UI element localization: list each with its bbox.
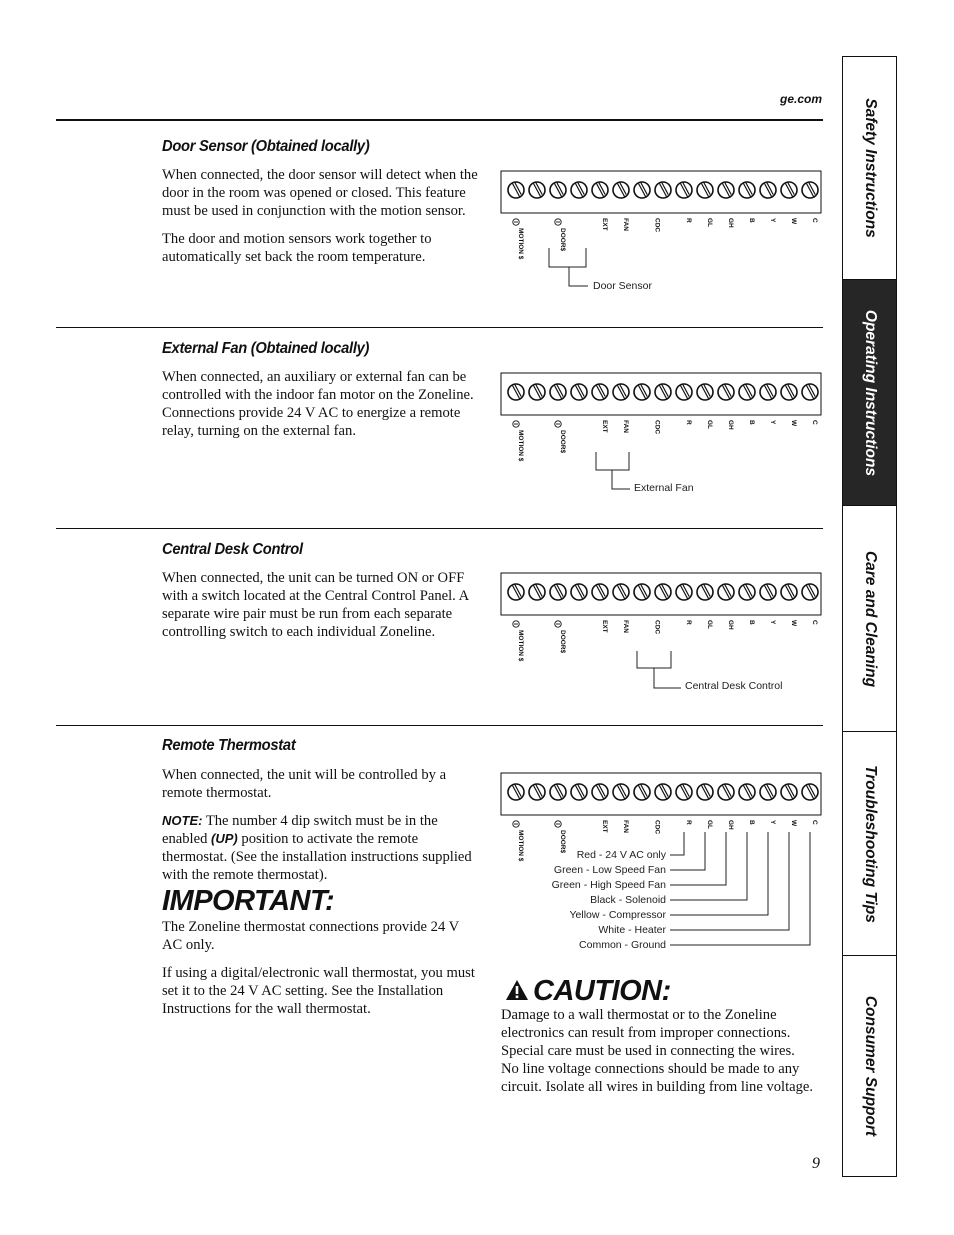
terminal-label: EXT <box>601 218 608 231</box>
terminal-screw <box>508 384 524 400</box>
terminal-label: GL <box>706 218 713 228</box>
section-divider <box>56 327 823 328</box>
paragraph: When connected, the unit can be turned ON or OFF with a switch located at the Central Control Panel. A separate wire pair must be run from each separate controlling switch to each individual Zoneline. <box>162 570 469 640</box>
door-sensor-heading: Door Sensor (Obtained locally) <box>162 138 370 155</box>
caution-heading <box>505 975 671 1008</box>
terminal-screw <box>655 784 671 800</box>
section-divider <box>56 725 823 726</box>
terminal-screw <box>676 584 692 600</box>
terminal-screw <box>634 584 650 600</box>
terminal-screw <box>571 584 587 600</box>
terminal-screw <box>781 784 797 800</box>
tab-label: Operating Instructions <box>861 309 879 476</box>
terminal-label: W <box>790 620 797 627</box>
terminal-screw <box>781 182 797 198</box>
terminal-label: FAN <box>622 218 629 231</box>
wire-line <box>670 832 684 855</box>
terminal-screw <box>802 384 818 400</box>
terminal-screw <box>676 784 692 800</box>
terminal-screw <box>550 784 566 800</box>
ground-symbol <box>513 219 519 225</box>
paragraph: When connected, the unit will be controlled by a remote thermostat. <box>162 767 447 801</box>
terminal-screw <box>613 182 629 198</box>
paragraph: When connected, the door sensor will detect when the door in the room was opened or closed. This feature must be used in conjunction with the motion sensor. <box>162 167 478 219</box>
terminal-label: MOTION $ <box>517 430 524 462</box>
terminal-screw <box>529 182 545 198</box>
external-fan-label: External Fan <box>634 482 694 494</box>
terminal-screw <box>508 584 524 600</box>
note-paragraph <box>162 812 482 884</box>
terminal-screw <box>655 584 671 600</box>
ground-symbol <box>555 821 561 827</box>
terminal-screw <box>739 384 755 400</box>
terminal-label: GL <box>706 420 713 430</box>
terminal-label: Y <box>769 820 776 825</box>
terminal-screw <box>508 784 524 800</box>
wire-line <box>670 832 705 870</box>
terminal-label: C <box>811 218 818 223</box>
remote-thermostat-heading: Remote Thermostat <box>162 737 296 754</box>
terminal-label: CDC <box>653 218 661 233</box>
central-desk-heading: Central Desk Control <box>162 541 303 558</box>
terminal-label: B <box>748 620 755 625</box>
important-heading: IMPORTANT: <box>162 885 335 917</box>
ground-symbol <box>513 421 519 427</box>
warning-icon <box>505 979 529 1001</box>
terminal-screw <box>781 384 797 400</box>
terminal-label: B <box>748 420 755 425</box>
terminal-strip <box>501 573 821 662</box>
terminal-label: W <box>790 420 797 427</box>
terminal-screw <box>760 182 776 198</box>
terminal-strip-diagram <box>500 572 830 712</box>
terminal-screw <box>676 384 692 400</box>
caution-title: CAUTION: <box>533 975 671 1007</box>
terminal-strip-diagram <box>500 170 830 310</box>
terminal-label: GL <box>706 820 713 830</box>
door-sensor-body <box>162 166 482 276</box>
terminal-screw <box>739 584 755 600</box>
terminal-label: GH <box>727 218 734 228</box>
ground-symbol <box>555 621 561 627</box>
terminal-screw <box>634 384 650 400</box>
terminal-screw <box>760 584 776 600</box>
terminal-screw <box>655 182 671 198</box>
note-text: The number 4 dip switch must be in the enabled <box>162 813 438 847</box>
ground-symbol <box>555 421 561 427</box>
central-desk-body <box>162 569 482 651</box>
terminal-label: GH <box>727 420 734 430</box>
remote-thermostat-body <box>162 766 482 894</box>
wire-label: Common - Ground <box>579 939 666 951</box>
terminal-label: CDC <box>653 820 661 835</box>
terminal-label: GH <box>727 620 734 630</box>
terminal-label: B <box>748 218 755 223</box>
ground-symbol <box>513 821 519 827</box>
paragraph: When connected, an auxiliary or external fan can be controlled with the indoor fan motor on the Zoneline. Connections provide 24 V AC to energize a remote relay, turning on the external fan. <box>162 369 474 439</box>
terminal-screw <box>697 784 713 800</box>
terminal-screw <box>760 384 776 400</box>
terminal-screw <box>550 384 566 400</box>
terminal-screw <box>781 584 797 600</box>
paragraph: If using a digital/electronic wall thermostat, you must set it to the 24 V AC setting. See the Installation Instructions for the wall thermostat. <box>162 965 475 1017</box>
tab-label: Troubleshooting Tips <box>861 764 879 923</box>
section-nav-sidebar <box>842 56 897 1177</box>
terminal-screw <box>571 182 587 198</box>
terminal-label: R <box>685 620 692 625</box>
terminal-label: C <box>811 620 818 625</box>
tab-label: Safety Instructions <box>861 98 879 238</box>
terminal-screw <box>592 784 608 800</box>
terminal-screw <box>508 182 524 198</box>
terminal-strip-diagram <box>500 772 830 962</box>
wire-label: Green - Low Speed Fan <box>553 864 666 876</box>
terminal-label: CDC <box>653 620 661 635</box>
wire-label: Red - 24 V AC only <box>576 849 666 861</box>
tab-care-and-cleaning[interactable] <box>843 506 896 732</box>
terminal-label: W <box>790 820 797 827</box>
terminal-label: GL <box>706 620 713 630</box>
terminal-screw <box>718 182 734 198</box>
terminal-screw <box>697 384 713 400</box>
site-url: ge.com <box>779 92 822 106</box>
terminal-screw <box>739 784 755 800</box>
central-desk-label: Central Desk Control <box>685 680 783 692</box>
terminal-label: EXT <box>601 820 608 833</box>
terminal-label: MOTION $ <box>517 228 524 260</box>
terminal-strip <box>501 171 821 260</box>
terminal-label: EXT <box>601 420 608 433</box>
tab-operating-instructions[interactable] <box>843 280 896 506</box>
note-text: position to activate the remote thermostat. (See the installation instructions supplied with the remote thermostat). <box>162 831 472 883</box>
tab-label: Consumer Support <box>861 995 879 1137</box>
terminal-label: Y <box>769 218 776 223</box>
terminal-screw <box>550 584 566 600</box>
wire-label: Black - Solenoid <box>590 894 666 906</box>
terminal-screw <box>613 384 629 400</box>
wire-line <box>670 832 747 900</box>
terminal-label: DOOR$ <box>559 430 566 454</box>
terminal-label: DOOR$ <box>559 830 566 854</box>
terminal-label: Y <box>769 620 776 625</box>
paragraph: The door and motion sensors work together to automatically set back the room temperature. <box>162 231 432 265</box>
important-body <box>162 918 482 1028</box>
terminal-label: GH <box>727 820 734 830</box>
terminal-label: FAN <box>622 420 629 433</box>
terminal-label: DOOR$ <box>559 228 566 252</box>
terminal-screw <box>529 384 545 400</box>
tab-safety-instructions[interactable] <box>843 57 896 280</box>
wire-label: White - Heater <box>598 924 666 936</box>
section-divider <box>56 528 823 529</box>
terminal-screw <box>655 384 671 400</box>
terminal-label: FAN <box>622 620 629 633</box>
external-fan-body <box>162 368 482 450</box>
wire-line <box>670 832 726 885</box>
door-sensor-label: Door Sensor <box>593 280 652 292</box>
terminal-label: CDC <box>653 420 661 435</box>
terminal-screw <box>571 384 587 400</box>
wire-label: Yellow - Compressor <box>569 909 666 921</box>
terminal-screw <box>697 182 713 198</box>
terminal-screw <box>802 182 818 198</box>
terminal-screw <box>634 784 650 800</box>
terminal-screw <box>592 384 608 400</box>
tab-label: Care and Cleaning <box>861 550 879 687</box>
terminal-label: C <box>811 420 818 425</box>
section-divider <box>56 119 823 121</box>
terminal-label: R <box>685 218 692 223</box>
terminal-screw <box>760 784 776 800</box>
terminal-strip-diagram <box>500 372 830 512</box>
terminal-label: Y <box>769 420 776 425</box>
terminal-label: MOTION $ <box>517 830 524 862</box>
note-label: NOTE: <box>162 813 203 828</box>
note-up: (UP) <box>211 831 238 846</box>
terminal-screw <box>718 384 734 400</box>
terminal-screw <box>529 584 545 600</box>
terminal-screw <box>634 182 650 198</box>
terminal-strip <box>501 373 821 462</box>
wire-label: Green - High Speed Fan <box>551 879 666 891</box>
tab-consumer-support[interactable] <box>843 956 896 1176</box>
ground-symbol <box>555 219 561 225</box>
terminal-label: W <box>790 218 797 225</box>
terminal-label: MOTION $ <box>517 630 524 662</box>
terminal-screw <box>613 584 629 600</box>
terminal-screw <box>592 182 608 198</box>
terminal-screw <box>529 784 545 800</box>
terminal-screw <box>718 784 734 800</box>
terminal-label: FAN <box>622 820 629 833</box>
terminal-label: DOOR$ <box>559 630 566 654</box>
terminal-screw <box>802 584 818 600</box>
terminal-screw <box>592 584 608 600</box>
ground-symbol <box>513 621 519 627</box>
terminal-screw <box>697 584 713 600</box>
terminal-screw <box>550 182 566 198</box>
terminal-label: C <box>811 820 818 825</box>
terminal-label: R <box>685 820 692 825</box>
tab-troubleshooting-tips[interactable] <box>843 732 896 956</box>
terminal-label: EXT <box>601 620 608 633</box>
terminal-screw <box>613 784 629 800</box>
terminal-label: B <box>748 820 755 825</box>
external-fan-heading: External Fan (Obtained locally) <box>162 340 370 357</box>
terminal-screw <box>676 182 692 198</box>
terminal-screw <box>739 182 755 198</box>
paragraph: The Zoneline thermostat connections provide 24 V AC only. <box>162 919 459 953</box>
terminal-screw <box>571 784 587 800</box>
wire-line <box>670 832 768 915</box>
terminal-label: R <box>685 420 692 425</box>
page-number: 9 <box>812 1155 820 1172</box>
terminal-screw <box>802 784 818 800</box>
caution-body: Damage to a wall thermostat or to the Zoneline electronics can result from improper connections. Special care must be used in connecting the wires. No line voltage connections should be made to any circuit. Isolate all wires in building from line voltage. <box>501 1007 814 1095</box>
terminal-screw <box>718 584 734 600</box>
